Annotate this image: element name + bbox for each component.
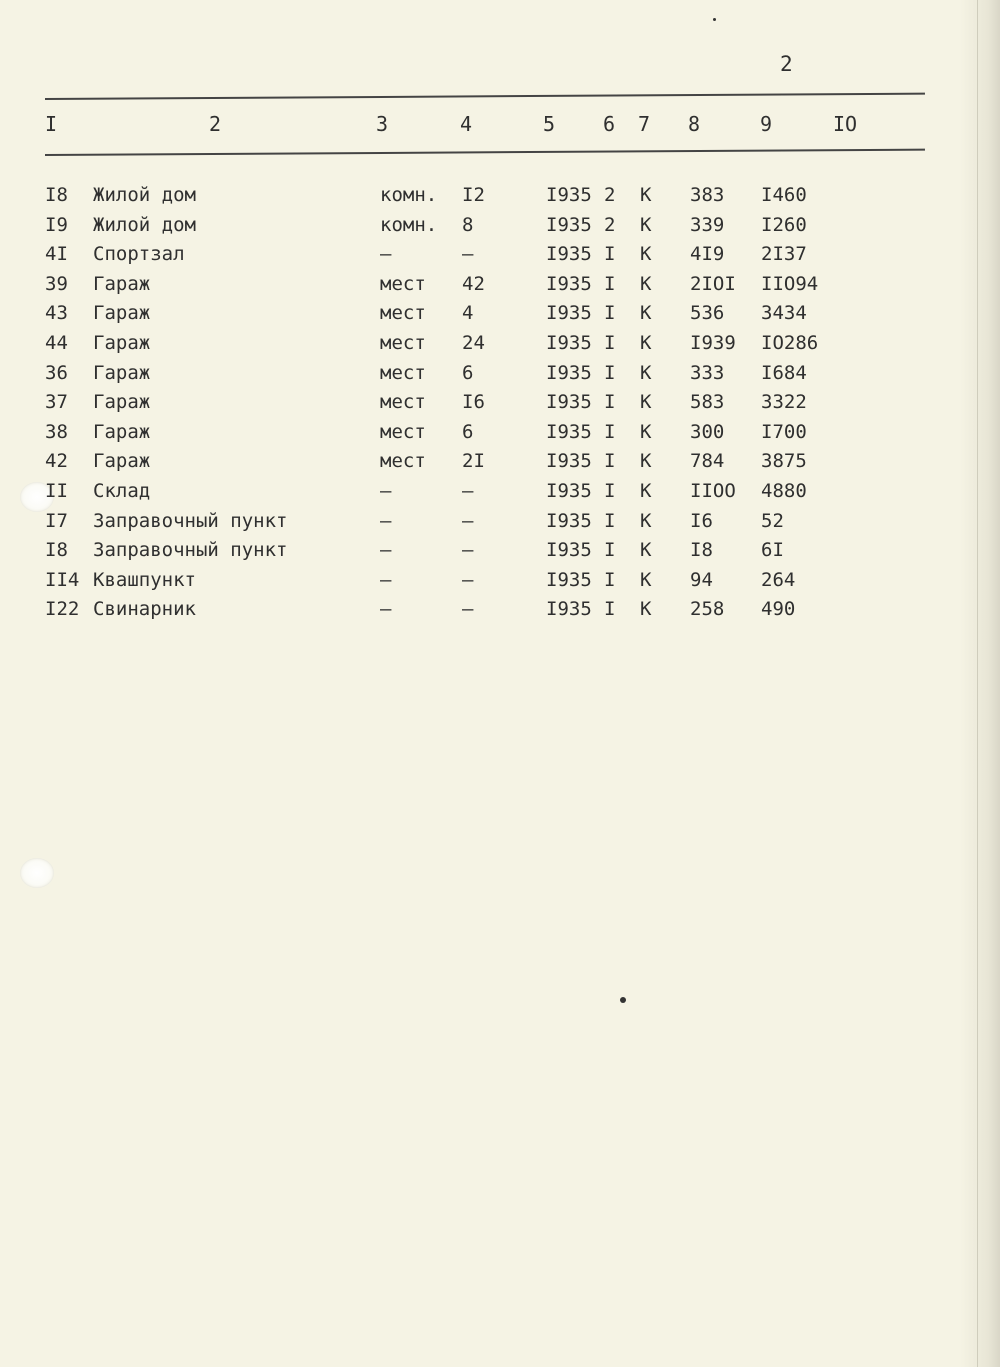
- table-cell-c8: 339: [690, 213, 725, 236]
- table-cell-c7: К: [640, 243, 652, 266]
- table-cell-c6: I: [604, 568, 616, 591]
- column-header: 4: [460, 112, 473, 136]
- table-cell-c9: IIO94: [761, 272, 819, 295]
- table-cell-c5: I935: [546, 568, 592, 591]
- table-cell-c7: К: [640, 361, 652, 384]
- table-row: [0, 243, 1000, 273]
- table-cell-c3: мест: [380, 331, 426, 354]
- table-cell-c4: 8: [462, 213, 474, 236]
- table-cell-c8: IIOO: [690, 479, 736, 502]
- table-cell-c6: I: [604, 331, 616, 354]
- table-cell-c1: 4I: [45, 243, 68, 266]
- table-cell-c6: I: [604, 272, 616, 295]
- table-cell-c9: 3322: [761, 391, 807, 414]
- table-cell-c2: Гараж: [93, 361, 151, 384]
- table-cell-c8: 2IOI: [690, 272, 736, 295]
- table-cell-c7: К: [640, 272, 652, 295]
- table-cell-c4: 2I: [462, 450, 485, 473]
- table-cell-c3: мест: [380, 391, 426, 414]
- table-cell-c7: К: [640, 331, 652, 354]
- ink-speck: [620, 997, 626, 1003]
- table-cell-c7: К: [640, 568, 652, 591]
- table-cell-c1: 43: [45, 302, 68, 325]
- table-cell-c4: 24: [462, 331, 485, 354]
- table-row: [0, 450, 1000, 480]
- table-cell-c5: I935: [546, 450, 592, 473]
- table-cell-c5: I935: [546, 479, 592, 502]
- table-cell-c9: 6I: [761, 539, 784, 562]
- table-cell-c3: мест: [380, 420, 426, 443]
- table-cell-c2: Квашпункт: [93, 568, 196, 591]
- column-header: 9: [760, 112, 773, 136]
- table-row: [0, 273, 1000, 303]
- table-cell-c1: II: [45, 479, 68, 502]
- table-row: [0, 421, 1000, 451]
- table-cell-c4: –: [462, 479, 474, 502]
- table-cell-c7: К: [640, 539, 652, 562]
- column-header: I: [45, 112, 58, 136]
- table-cell-c6: I: [604, 391, 616, 414]
- table-row: [0, 480, 1000, 510]
- table-body: [0, 184, 1000, 628]
- table-cell-c4: 42: [462, 272, 485, 295]
- table-cell-c5: I935: [546, 391, 592, 414]
- table-row: [0, 569, 1000, 599]
- table-row: [0, 539, 1000, 569]
- table-cell-c3: –: [380, 568, 392, 591]
- table-cell-c8: 333: [690, 361, 725, 384]
- table-row: [0, 302, 1000, 332]
- table-cell-c5: I935: [546, 302, 592, 325]
- table-cell-c2: Жилой дом: [93, 213, 196, 236]
- table-cell-c1: I7: [45, 509, 68, 532]
- table-cell-c6: I: [604, 420, 616, 443]
- table-cell-c1: I9: [45, 213, 68, 236]
- table-cell-c8: 258: [690, 598, 725, 621]
- table-cell-c2: Гараж: [93, 331, 151, 354]
- table-cell-c1: 36: [45, 361, 68, 384]
- table-cell-c2: Заправочный пункт: [93, 539, 288, 562]
- table-cell-c9: 264: [761, 568, 796, 591]
- table-cell-c9: 3434: [761, 302, 807, 325]
- page-number: 2: [780, 52, 793, 76]
- column-header: 8: [688, 112, 701, 136]
- table-cell-c4: 6: [462, 420, 474, 443]
- table-cell-c7: К: [640, 213, 652, 236]
- table-cell-c6: I: [604, 450, 616, 473]
- table-cell-c2: Гараж: [93, 391, 151, 414]
- table-cell-c4: –: [462, 568, 474, 591]
- table-row: [0, 332, 1000, 362]
- table-cell-c3: мест: [380, 302, 426, 325]
- table-cell-c2: Спортзал: [93, 243, 185, 266]
- table-cell-c7: К: [640, 509, 652, 532]
- table-cell-c5: I935: [546, 509, 592, 532]
- table-cell-c9: 490: [761, 598, 796, 621]
- table-cell-c5: I935: [546, 539, 592, 562]
- table-cell-c2: Заправочный пункт: [93, 509, 288, 532]
- table-cell-c9: 2I37: [761, 243, 807, 266]
- table-cell-c1: 44: [45, 331, 68, 354]
- table-cell-c6: I: [604, 361, 616, 384]
- table-cell-c2: Гараж: [93, 272, 151, 295]
- table-cell-c5: I935: [546, 213, 592, 236]
- table-cell-c4: –: [462, 243, 474, 266]
- table-cell-c3: –: [380, 509, 392, 532]
- table-header-top-rule: [45, 93, 925, 100]
- table-cell-c1: 39: [45, 272, 68, 295]
- table-cell-c3: –: [380, 539, 392, 562]
- table-cell-c1: II4: [45, 568, 80, 591]
- table-cell-c4: –: [462, 598, 474, 621]
- table-cell-c9: I460: [761, 184, 807, 206]
- table-header-bottom-rule: [45, 149, 925, 156]
- table-cell-c8: 536: [690, 302, 725, 325]
- table-cell-c6: 2: [604, 213, 616, 236]
- table-cell-c7: К: [640, 302, 652, 325]
- column-header: 2: [209, 112, 222, 136]
- table-cell-c2: Гараж: [93, 302, 151, 325]
- table-cell-c6: I: [604, 479, 616, 502]
- column-header: 5: [543, 112, 556, 136]
- table-cell-c2: Склад: [93, 479, 151, 502]
- table-cell-c1: 37: [45, 391, 68, 414]
- table-cell-c7: К: [640, 391, 652, 414]
- table-cell-c8: 94: [690, 568, 713, 591]
- table-header: [0, 112, 1000, 142]
- table-cell-c6: I: [604, 539, 616, 562]
- table-cell-c9: 4880: [761, 479, 807, 502]
- table-cell-c9: 52: [761, 509, 784, 532]
- table-cell-c6: I: [604, 598, 616, 621]
- table-cell-c7: К: [640, 450, 652, 473]
- table-cell-c9: 3875: [761, 450, 807, 473]
- table-cell-c7: К: [640, 184, 652, 206]
- table-cell-c2: Гараж: [93, 420, 151, 443]
- table-cell-c3: –: [380, 243, 392, 266]
- table-cell-c4: –: [462, 509, 474, 532]
- table-cell-c8: I8: [690, 539, 713, 562]
- table-cell-c3: мест: [380, 272, 426, 295]
- table-row: [0, 598, 1000, 628]
- table-row: [0, 391, 1000, 421]
- table-cell-c8: 784: [690, 450, 725, 473]
- column-header: 3: [376, 112, 389, 136]
- column-header: IO: [833, 112, 858, 136]
- ink-speck: [713, 18, 716, 21]
- table-cell-c5: I935: [546, 361, 592, 384]
- table-cell-c9: I260: [761, 213, 807, 236]
- table-cell-c4: 4: [462, 302, 474, 325]
- table-cell-c4: 6: [462, 361, 474, 384]
- table-cell-c1: I22: [45, 598, 80, 621]
- table-cell-c1: 38: [45, 420, 68, 443]
- table-cell-c5: I935: [546, 598, 592, 621]
- table-row: [0, 362, 1000, 392]
- table-cell-c3: комн.: [380, 184, 438, 206]
- table-cell-c4: I6: [462, 391, 485, 414]
- table-cell-c1: 42: [45, 450, 68, 473]
- table-cell-c8: 383: [690, 184, 725, 206]
- table-row: [0, 510, 1000, 540]
- punch-hole-bottom: [20, 858, 54, 888]
- table-cell-c2: Гараж: [93, 450, 151, 473]
- table-cell-c7: К: [640, 479, 652, 502]
- table-cell-c4: –: [462, 539, 474, 562]
- table-cell-c8: 4I9: [690, 243, 725, 266]
- table-cell-c3: комн.: [380, 213, 438, 236]
- table-cell-c6: I: [604, 302, 616, 325]
- table-cell-c1: I8: [45, 539, 68, 562]
- column-header: 6: [603, 112, 616, 136]
- column-header: 7: [638, 112, 651, 136]
- table-cell-c6: I: [604, 509, 616, 532]
- table-cell-c6: 2: [604, 184, 616, 206]
- table-cell-c8: I6: [690, 509, 713, 532]
- table-cell-c7: К: [640, 420, 652, 443]
- table-cell-c1: I8: [45, 184, 68, 206]
- table-cell-c8: 583: [690, 391, 725, 414]
- table-cell-c5: I935: [546, 272, 592, 295]
- table-cell-c4: I2: [462, 184, 485, 206]
- table-cell-c8: I939: [690, 331, 736, 354]
- table-row: [0, 184, 1000, 214]
- table-cell-c2: Свинарник: [93, 598, 196, 621]
- table-cell-c8: 300: [690, 420, 725, 443]
- table-cell-c5: I935: [546, 243, 592, 266]
- table-cell-c3: –: [380, 479, 392, 502]
- table-cell-c5: I935: [546, 420, 592, 443]
- table-cell-c5: I935: [546, 184, 592, 206]
- table-cell-c3: –: [380, 598, 392, 621]
- table-cell-c9: I684: [761, 361, 807, 384]
- table-cell-c6: I: [604, 243, 616, 266]
- table-cell-c2: Жилой дом: [93, 184, 196, 206]
- table-cell-c9: I700: [761, 420, 807, 443]
- table-cell-c3: мест: [380, 361, 426, 384]
- table-row: [0, 214, 1000, 244]
- table-cell-c5: I935: [546, 331, 592, 354]
- table-cell-c9: IO286: [761, 331, 819, 354]
- table-cell-c7: К: [640, 598, 652, 621]
- table-cell-c3: мест: [380, 450, 426, 473]
